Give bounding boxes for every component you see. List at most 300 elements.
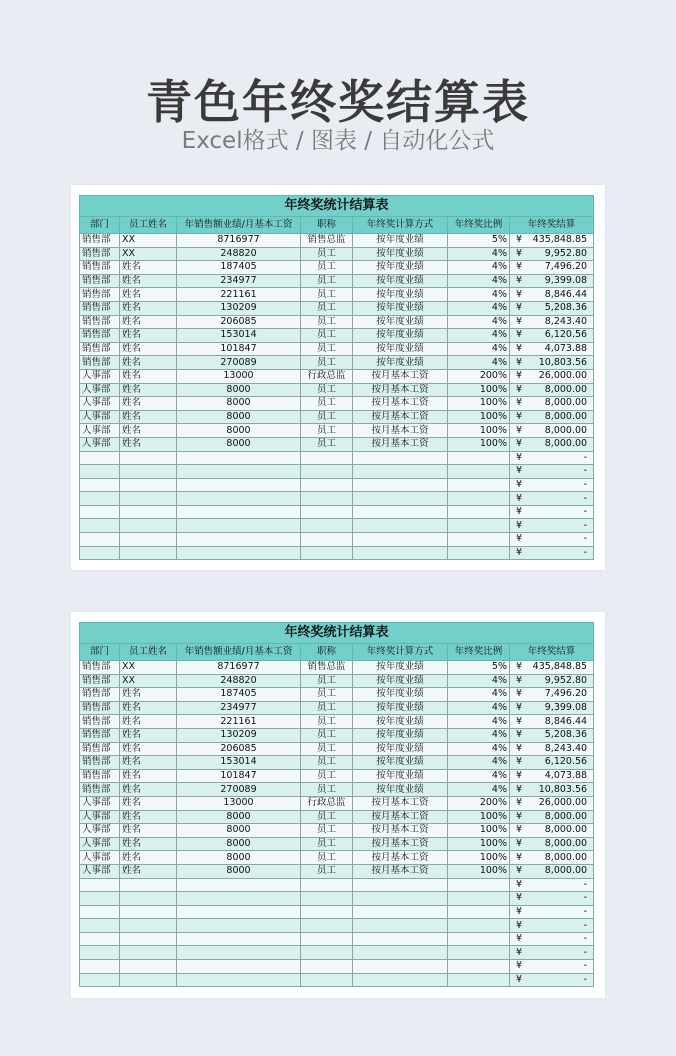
cell-dept[interactable] [80,451,120,465]
cell-bonus[interactable] [510,410,594,424]
cell-name[interactable]: 姓名 [120,851,177,865]
cell-dept[interactable]: 销售部 [80,356,120,370]
cell-dept[interactable] [80,546,120,560]
cell-title[interactable]: 员工 [301,810,353,824]
cell-method[interactable] [353,492,448,506]
cell-method[interactable] [353,892,448,906]
cell-dept[interactable]: 销售部 [80,742,120,756]
cell-bonus[interactable] [510,973,594,987]
cell-title[interactable] [301,946,353,960]
cell-ratio[interactable] [448,960,510,974]
cell-dept[interactable]: 人事部 [80,437,120,451]
cell-dept[interactable]: 销售部 [80,315,120,329]
cell-title[interactable] [301,478,353,492]
cell-dept[interactable] [80,932,120,946]
cell-method[interactable]: 按年度业绩 [353,661,448,675]
cell-ratio[interactable]: 4% [448,783,510,797]
cell-base[interactable]: 153014 [177,329,301,343]
cell-bonus[interactable] [510,437,594,451]
cell-dept[interactable] [80,465,120,479]
cell-base[interactable]: 8000 [177,410,301,424]
cell-name[interactable] [120,492,177,506]
cell-name[interactable] [120,878,177,892]
cell-dept[interactable] [80,919,120,933]
cell-dept[interactable] [80,878,120,892]
cell-name[interactable] [120,919,177,933]
cell-name[interactable]: 姓名 [120,397,177,411]
cell-bonus[interactable] [510,824,594,838]
cell-method[interactable]: 按年度业绩 [353,715,448,729]
cell-base[interactable]: 206085 [177,742,301,756]
cell-title[interactable]: 员工 [301,742,353,756]
cell-dept[interactable] [80,892,120,906]
cell-method[interactable]: 按年度业绩 [353,315,448,329]
cell-title[interactable] [301,451,353,465]
cell-base[interactable] [177,892,301,906]
cell-bonus[interactable] [510,960,594,974]
cell-base[interactable]: 153014 [177,756,301,770]
cell-title[interactable]: 员工 [301,274,353,288]
cell-bonus[interactable] [510,519,594,533]
cell-bonus[interactable] [510,661,594,675]
cell-bonus[interactable] [510,796,594,810]
cell-name[interactable] [120,505,177,519]
cell-dept[interactable]: 销售部 [80,728,120,742]
cell-method[interactable] [353,919,448,933]
cell-method[interactable]: 按年度业绩 [353,301,448,315]
cell-name[interactable] [120,546,177,560]
cell-bonus[interactable] [510,783,594,797]
cell-base[interactable]: 8000 [177,383,301,397]
cell-ratio[interactable] [448,973,510,987]
cell-method[interactable]: 按年度业绩 [353,247,448,261]
cell-dept[interactable] [80,492,120,506]
cell-title[interactable]: 员工 [301,851,353,865]
cell-name[interactable]: 姓名 [120,701,177,715]
cell-method[interactable]: 按月基本工资 [353,437,448,451]
cell-method[interactable]: 按年度业绩 [353,783,448,797]
cell-method[interactable]: 按月基本工资 [353,810,448,824]
cell-name[interactable]: 姓名 [120,810,177,824]
cell-ratio[interactable] [448,892,510,906]
cell-base[interactable]: 221161 [177,715,301,729]
cell-title[interactable] [301,533,353,547]
cell-name[interactable]: 姓名 [120,864,177,878]
cell-base[interactable] [177,478,301,492]
cell-title[interactable]: 员工 [301,410,353,424]
cell-method[interactable] [353,973,448,987]
cell-ratio[interactable]: 4% [448,329,510,343]
cell-dept[interactable]: 人事部 [80,851,120,865]
cell-ratio[interactable]: 100% [448,424,510,438]
cell-base[interactable] [177,519,301,533]
cell-name[interactable]: 姓名 [120,274,177,288]
cell-bonus[interactable] [510,837,594,851]
cell-base[interactable]: 187405 [177,688,301,702]
cell-ratio[interactable] [448,905,510,919]
cell-title[interactable]: 员工 [301,301,353,315]
cell-dept[interactable]: 人事部 [80,796,120,810]
cell-bonus[interactable] [510,674,594,688]
cell-title[interactable] [301,960,353,974]
cell-bonus[interactable] [510,369,594,383]
cell-title[interactable]: 员工 [301,437,353,451]
cell-dept[interactable]: 销售部 [80,301,120,315]
cell-dept[interactable]: 销售部 [80,247,120,261]
cell-ratio[interactable]: 4% [448,742,510,756]
cell-bonus[interactable] [510,701,594,715]
cell-name[interactable]: 姓名 [120,383,177,397]
cell-base[interactable] [177,465,301,479]
cell-bonus[interactable] [510,756,594,770]
cell-method[interactable] [353,546,448,560]
cell-bonus[interactable] [510,932,594,946]
cell-title[interactable]: 员工 [301,383,353,397]
cell-dept[interactable]: 销售部 [80,329,120,343]
cell-title[interactable] [301,932,353,946]
cell-base[interactable] [177,878,301,892]
cell-dept[interactable]: 销售部 [80,701,120,715]
cell-bonus[interactable] [510,383,594,397]
cell-base[interactable] [177,932,301,946]
cell-dept[interactable] [80,519,120,533]
cell-ratio[interactable]: 4% [448,769,510,783]
cell-title[interactable]: 员工 [301,356,353,370]
cell-method[interactable]: 按年度业绩 [353,356,448,370]
cell-dept[interactable]: 销售部 [80,261,120,275]
cell-title[interactable]: 行政总监 [301,369,353,383]
cell-bonus[interactable] [510,492,594,506]
cell-ratio[interactable] [448,546,510,560]
cell-method[interactable]: 按年度业绩 [353,728,448,742]
cell-name[interactable] [120,892,177,906]
cell-name[interactable]: XX [120,247,177,261]
cell-title[interactable] [301,505,353,519]
cell-base[interactable] [177,919,301,933]
cell-name[interactable]: 姓名 [120,715,177,729]
cell-bonus[interactable] [510,533,594,547]
cell-title[interactable]: 员工 [301,688,353,702]
cell-ratio[interactable]: 200% [448,369,510,383]
cell-ratio[interactable] [448,878,510,892]
cell-name[interactable]: XX [120,674,177,688]
cell-ratio[interactable]: 100% [448,383,510,397]
cell-title[interactable]: 员工 [301,715,353,729]
cell-dept[interactable]: 销售部 [80,769,120,783]
cell-bonus[interactable] [510,878,594,892]
cell-ratio[interactable]: 4% [448,315,510,329]
cell-bonus[interactable] [510,478,594,492]
cell-base[interactable]: 8000 [177,397,301,411]
cell-title[interactable]: 员工 [301,701,353,715]
cell-bonus[interactable] [510,301,594,315]
cell-bonus[interactable] [510,688,594,702]
cell-method[interactable] [353,465,448,479]
cell-method[interactable] [353,932,448,946]
cell-title[interactable]: 员工 [301,288,353,302]
cell-dept[interactable] [80,533,120,547]
cell-name[interactable]: 姓名 [120,688,177,702]
cell-name[interactable] [120,533,177,547]
cell-title[interactable]: 销售总监 [301,661,353,675]
cell-base[interactable]: 270089 [177,783,301,797]
cell-dept[interactable]: 销售部 [80,274,120,288]
cell-ratio[interactable]: 4% [448,728,510,742]
cell-ratio[interactable] [448,919,510,933]
cell-bonus[interactable] [510,728,594,742]
cell-dept[interactable]: 销售部 [80,715,120,729]
cell-bonus[interactable] [510,769,594,783]
cell-name[interactable]: 姓名 [120,437,177,451]
cell-ratio[interactable]: 100% [448,864,510,878]
cell-name[interactable] [120,519,177,533]
cell-name[interactable]: 姓名 [120,728,177,742]
cell-ratio[interactable]: 100% [448,824,510,838]
cell-dept[interactable]: 人事部 [80,810,120,824]
cell-dept[interactable]: 销售部 [80,342,120,356]
cell-ratio[interactable]: 5% [448,661,510,675]
cell-name[interactable]: 姓名 [120,796,177,810]
cell-ratio[interactable] [448,932,510,946]
cell-method[interactable]: 按月基本工资 [353,824,448,838]
cell-ratio[interactable]: 100% [448,810,510,824]
cell-title[interactable]: 员工 [301,342,353,356]
cell-dept[interactable] [80,505,120,519]
cell-title[interactable]: 员工 [301,824,353,838]
cell-base[interactable]: 248820 [177,674,301,688]
cell-method[interactable] [353,519,448,533]
cell-dept[interactable] [80,946,120,960]
cell-bonus[interactable] [510,810,594,824]
cell-bonus[interactable] [510,397,594,411]
cell-name[interactable] [120,451,177,465]
cell-name[interactable]: 姓名 [120,424,177,438]
cell-base[interactable]: 130209 [177,301,301,315]
cell-title[interactable] [301,905,353,919]
cell-dept[interactable]: 人事部 [80,837,120,851]
cell-method[interactable] [353,878,448,892]
cell-method[interactable] [353,946,448,960]
cell-bonus[interactable] [510,505,594,519]
cell-title[interactable]: 员工 [301,756,353,770]
cell-ratio[interactable] [448,465,510,479]
cell-base[interactable]: 206085 [177,315,301,329]
cell-ratio[interactable]: 5% [448,234,510,248]
cell-bonus[interactable] [510,919,594,933]
cell-ratio[interactable]: 100% [448,837,510,851]
cell-ratio[interactable] [448,451,510,465]
cell-bonus[interactable] [510,851,594,865]
cell-dept[interactable] [80,905,120,919]
cell-name[interactable] [120,478,177,492]
cell-method[interactable]: 按月基本工资 [353,424,448,438]
cell-method[interactable] [353,905,448,919]
cell-ratio[interactable]: 4% [448,261,510,275]
cell-base[interactable]: 13000 [177,369,301,383]
cell-method[interactable] [353,451,448,465]
cell-bonus[interactable] [510,864,594,878]
cell-ratio[interactable]: 100% [448,410,510,424]
cell-dept[interactable]: 人事部 [80,824,120,838]
cell-ratio[interactable]: 4% [448,356,510,370]
cell-base[interactable]: 13000 [177,796,301,810]
cell-bonus[interactable] [510,274,594,288]
cell-dept[interactable]: 销售部 [80,661,120,675]
cell-title[interactable]: 员工 [301,783,353,797]
cell-name[interactable]: 姓名 [120,369,177,383]
cell-ratio[interactable]: 100% [448,437,510,451]
cell-method[interactable] [353,505,448,519]
cell-base[interactable]: 8716977 [177,661,301,675]
cell-dept[interactable]: 销售部 [80,783,120,797]
cell-bonus[interactable] [510,715,594,729]
cell-dept[interactable]: 销售部 [80,234,120,248]
cell-method[interactable]: 按年度业绩 [353,769,448,783]
cell-ratio[interactable]: 100% [448,397,510,411]
cell-method[interactable]: 按月基本工资 [353,796,448,810]
cell-ratio[interactable]: 4% [448,701,510,715]
cell-title[interactable] [301,892,353,906]
cell-base[interactable] [177,946,301,960]
cell-name[interactable]: 姓名 [120,342,177,356]
cell-method[interactable]: 按年度业绩 [353,756,448,770]
cell-base[interactable]: 248820 [177,247,301,261]
cell-dept[interactable] [80,973,120,987]
cell-method[interactable]: 按月基本工资 [353,383,448,397]
cell-bonus[interactable] [510,905,594,919]
cell-ratio[interactable] [448,492,510,506]
cell-dept[interactable]: 人事部 [80,424,120,438]
cell-base[interactable]: 8716977 [177,234,301,248]
cell-title[interactable] [301,878,353,892]
cell-dept[interactable] [80,478,120,492]
cell-method[interactable]: 按年度业绩 [353,234,448,248]
cell-method[interactable]: 按年度业绩 [353,742,448,756]
cell-base[interactable]: 8000 [177,851,301,865]
cell-name[interactable]: 姓名 [120,756,177,770]
cell-ratio[interactable]: 4% [448,301,510,315]
cell-ratio[interactable]: 4% [448,688,510,702]
cell-method[interactable]: 按年度业绩 [353,342,448,356]
cell-name[interactable]: 姓名 [120,742,177,756]
cell-bonus[interactable] [510,342,594,356]
cell-name[interactable]: 姓名 [120,356,177,370]
cell-name[interactable]: XX [120,234,177,248]
cell-title[interactable]: 员工 [301,261,353,275]
cell-ratio[interactable]: 100% [448,851,510,865]
cell-base[interactable]: 8000 [177,837,301,851]
cell-ratio[interactable] [448,478,510,492]
cell-method[interactable]: 按年度业绩 [353,674,448,688]
cell-title[interactable]: 行政总监 [301,796,353,810]
cell-name[interactable]: 姓名 [120,783,177,797]
cell-title[interactable]: 员工 [301,397,353,411]
cell-name[interactable]: 姓名 [120,824,177,838]
cell-base[interactable]: 130209 [177,728,301,742]
cell-name[interactable]: 姓名 [120,288,177,302]
cell-base[interactable] [177,905,301,919]
cell-title[interactable] [301,519,353,533]
cell-method[interactable]: 按年度业绩 [353,288,448,302]
cell-title[interactable]: 员工 [301,769,353,783]
cell-ratio[interactable]: 4% [448,756,510,770]
cell-base[interactable] [177,451,301,465]
cell-ratio[interactable] [448,533,510,547]
cell-dept[interactable]: 人事部 [80,864,120,878]
cell-title[interactable] [301,919,353,933]
cell-base[interactable]: 8000 [177,864,301,878]
cell-base[interactable]: 221161 [177,288,301,302]
cell-base[interactable] [177,492,301,506]
cell-ratio[interactable]: 4% [448,342,510,356]
cell-name[interactable]: XX [120,661,177,675]
cell-dept[interactable]: 人事部 [80,383,120,397]
cell-method[interactable]: 按月基本工资 [353,369,448,383]
cell-base[interactable]: 234977 [177,701,301,715]
cell-ratio[interactable] [448,505,510,519]
cell-title[interactable]: 员工 [301,837,353,851]
cell-name[interactable] [120,465,177,479]
cell-dept[interactable]: 人事部 [80,410,120,424]
cell-method[interactable]: 按月基本工资 [353,864,448,878]
cell-title[interactable]: 员工 [301,424,353,438]
cell-title[interactable]: 销售总监 [301,234,353,248]
cell-base[interactable]: 187405 [177,261,301,275]
cell-bonus[interactable] [510,234,594,248]
cell-base[interactable] [177,973,301,987]
cell-title[interactable]: 员工 [301,247,353,261]
cell-bonus[interactable] [510,892,594,906]
cell-bonus[interactable] [510,742,594,756]
cell-title[interactable]: 员工 [301,864,353,878]
cell-title[interactable]: 员工 [301,674,353,688]
cell-title[interactable] [301,465,353,479]
cell-base[interactable] [177,546,301,560]
cell-method[interactable]: 按月基本工资 [353,837,448,851]
cell-base[interactable] [177,960,301,974]
cell-method[interactable]: 按年度业绩 [353,688,448,702]
cell-base[interactable] [177,533,301,547]
cell-ratio[interactable]: 4% [448,674,510,688]
cell-title[interactable] [301,546,353,560]
cell-method[interactable]: 按年度业绩 [353,274,448,288]
cell-title[interactable]: 员工 [301,329,353,343]
cell-method[interactable] [353,960,448,974]
cell-base[interactable]: 8000 [177,424,301,438]
cell-base[interactable]: 8000 [177,810,301,824]
cell-ratio[interactable]: 200% [448,796,510,810]
cell-base[interactable]: 8000 [177,437,301,451]
cell-bonus[interactable] [510,288,594,302]
cell-base[interactable] [177,505,301,519]
cell-bonus[interactable] [510,465,594,479]
cell-name[interactable]: 姓名 [120,329,177,343]
cell-dept[interactable]: 销售部 [80,688,120,702]
cell-method[interactable]: 按月基本工资 [353,851,448,865]
cell-base[interactable]: 270089 [177,356,301,370]
cell-dept[interactable]: 销售部 [80,756,120,770]
cell-name[interactable] [120,932,177,946]
cell-name[interactable] [120,905,177,919]
cell-name[interactable]: 姓名 [120,410,177,424]
cell-ratio[interactable] [448,519,510,533]
cell-ratio[interactable]: 4% [448,274,510,288]
cell-bonus[interactable] [510,261,594,275]
cell-title[interactable]: 员工 [301,728,353,742]
cell-ratio[interactable]: 4% [448,247,510,261]
cell-ratio[interactable]: 4% [448,288,510,302]
cell-bonus[interactable] [510,451,594,465]
